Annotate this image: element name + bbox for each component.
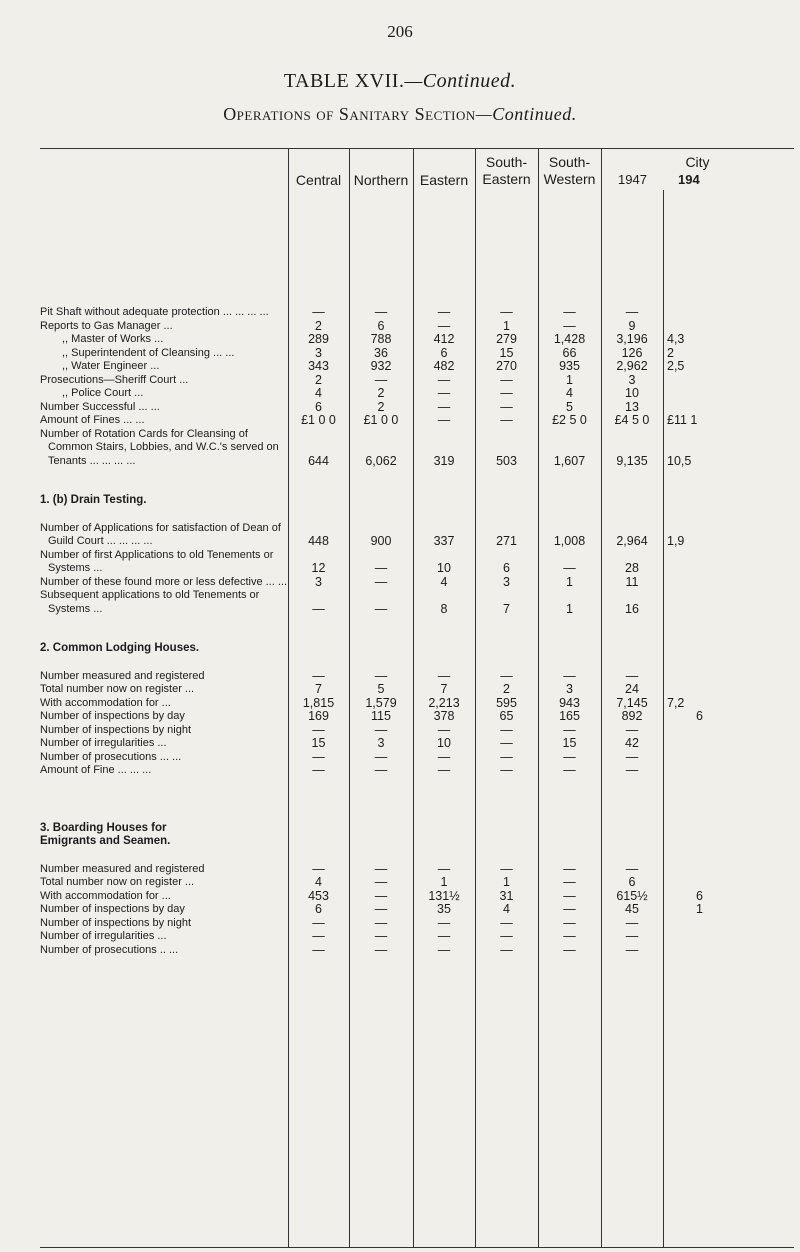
cell-city-1947: — — [625, 668, 639, 683]
cell-eastern: — — [437, 942, 451, 957]
cell-city-1947: 3,196 — [616, 332, 648, 346]
cell-south-western: — — [563, 929, 576, 943]
cell-city-194 — [663, 401, 707, 415]
table-row — [40, 683, 707, 697]
cell-city-194 — [663, 863, 707, 877]
table-row — [40, 387, 707, 401]
cell-south-western: — — [563, 749, 576, 764]
cell-eastern: 1 — [440, 875, 448, 889]
cell-south-eastern: 2 — [503, 682, 510, 696]
row-label: Number of Applications for satisfaction of Dean of Guild Court ... ... ... ... — [40, 521, 281, 547]
cell-central: — — [312, 749, 325, 764]
cell-city-194 — [663, 576, 707, 590]
cell-city-194 — [663, 737, 707, 751]
cell-south-western: 5 — [566, 399, 573, 414]
cell-south-western: — — [563, 763, 576, 777]
cell-central: — — [312, 929, 325, 943]
cell-city-194 — [663, 374, 707, 388]
cell-city-194: 2 — [667, 345, 674, 360]
cell-eastern: 319 — [433, 453, 455, 468]
row-label: With accommodation for ... — [40, 889, 171, 902]
cell-south-eastern: — — [500, 942, 513, 957]
cell-central: 1,815 — [302, 695, 335, 710]
cell-city-1947: — — [625, 929, 639, 943]
cell-south-eastern: — — [500, 413, 513, 427]
row-label: Number of inspections by day — [40, 903, 185, 915]
table-row — [40, 876, 707, 890]
section-title-common-lodging-houses: 2. Common Lodging Houses. — [40, 642, 200, 654]
table-row — [40, 930, 707, 944]
cell-eastern: — — [437, 372, 451, 387]
table-bottom-rule — [40, 1247, 794, 1248]
cell-city-194: 10,5 — [667, 453, 692, 468]
cell-south-eastern: — — [500, 736, 513, 750]
row-label: Subsequent applications to old Tenements or Systems ... — [40, 589, 260, 615]
page-number: 206 — [387, 22, 413, 41]
cell-eastern: — — [437, 399, 451, 414]
section-header — [40, 818, 707, 849]
table-title-main: TABLE XVII. — [283, 70, 405, 92]
table-row — [40, 374, 707, 388]
cell-south-eastern: 271 — [496, 534, 517, 548]
cell-northern: — — [374, 875, 388, 889]
cell-south-eastern: 270 — [496, 359, 517, 373]
cell-eastern: 10 — [437, 736, 451, 750]
row-label: ,, Master of Works ... — [62, 333, 164, 345]
row-label: Reports to Gas Manager ... — [40, 319, 173, 332]
table-frame — [40, 148, 794, 1248]
cell-south-eastern: 4 — [503, 902, 510, 916]
cell-city-1947: 13 — [625, 399, 639, 414]
cell-northern: 1,579 — [365, 695, 397, 710]
cell-northern: £1 0 0 — [363, 413, 399, 427]
cell-central: 453 — [308, 888, 329, 903]
cell-central: £1 0 0 — [301, 413, 336, 427]
cell-central: 4 — [315, 875, 322, 889]
cell-central: — — [312, 722, 325, 737]
cell-eastern: — — [437, 763, 451, 777]
cell-south-western: 3 — [566, 682, 573, 696]
row-label: Number of prosecutions .. ... — [40, 943, 179, 956]
cell-eastern: 2,213 — [428, 695, 460, 710]
cell-city-1947: 10 — [625, 386, 639, 400]
cell-central: 6 — [315, 902, 322, 916]
table-row — [40, 549, 707, 576]
row-label: ,, Superintendent of Cleansing ... ... — [62, 346, 235, 359]
table-row — [40, 710, 707, 724]
cell-central: 644 — [308, 453, 329, 468]
cell-northern: 932 — [370, 359, 392, 373]
cell-south-western: £2 5 0 — [552, 413, 587, 427]
row-label: Number of irregularities ... — [40, 930, 167, 942]
table-row — [40, 428, 707, 469]
table-row — [40, 306, 707, 320]
cell-south-western: — — [563, 942, 576, 957]
cell-south-eastern: 3 — [503, 574, 510, 589]
cell-south-western: — — [563, 861, 576, 876]
cell-south-eastern: — — [500, 386, 513, 400]
cell-city-194 — [663, 387, 707, 401]
cell-city-194 — [663, 764, 707, 778]
cell-northern: — — [374, 372, 388, 387]
table-row — [40, 414, 707, 428]
cell-northern: — — [374, 929, 388, 943]
row-label: Number of these found more or less defective ... ... — [40, 575, 288, 588]
cell-eastern: 482 — [433, 359, 455, 373]
cell-city-194: 7,2 — [667, 695, 685, 710]
row-label: With accommodation for ... — [40, 696, 171, 709]
cell-northern: 788 — [370, 332, 392, 346]
cell-south-eastern: — — [500, 929, 513, 943]
table-row — [40, 724, 707, 738]
cell-eastern: 35 — [437, 902, 451, 916]
cell-south-eastern: — — [500, 861, 513, 876]
cell-eastern: 8 — [440, 601, 448, 616]
cell-central: 15 — [311, 736, 326, 750]
row-label: Number measured and registered — [40, 669, 205, 682]
cell-south-western: 4 — [566, 386, 573, 400]
header-eastern: Eastern — [419, 172, 469, 188]
cell-eastern: 412 — [433, 332, 455, 346]
table-row — [40, 917, 707, 931]
cell-south-eastern: 1 — [503, 318, 510, 333]
cell-city-194 — [663, 917, 707, 931]
cell-central: — — [312, 861, 325, 876]
header-south-western: South- Western — [543, 154, 596, 187]
table-top-rule — [40, 148, 794, 149]
operations-table — [40, 306, 707, 957]
cell-south-western: 935 — [559, 359, 580, 373]
cell-central: 7 — [315, 682, 322, 696]
cell-city-1947: 45 — [625, 902, 639, 916]
cell-northern: 2 — [377, 399, 385, 414]
cell-south-western: — — [563, 888, 576, 903]
cell-south-western: 165 — [559, 709, 580, 723]
cell-city-1947: 7,145 — [616, 695, 648, 710]
cell-central: 448 — [308, 534, 329, 548]
cell-eastern: — — [437, 668, 451, 683]
cell-northern: — — [374, 915, 388, 930]
row-label: ,, Police Court ... — [62, 387, 144, 399]
cell-city-194: £11 1 — [667, 413, 698, 427]
cell-central: — — [312, 601, 325, 616]
row-label: Number of Rotation Cards for Cleansing of Common Stairs, Lobbies, and W.C.'s served on Tenants ... ... ... ... — [40, 427, 279, 467]
cell-city-194 — [663, 724, 707, 738]
table-row — [40, 944, 707, 958]
row-label: Number measured and registered — [40, 862, 205, 875]
cell-south-western: 1 — [566, 372, 573, 387]
cell-northern: 900 — [370, 534, 392, 548]
cell-northern: — — [374, 902, 388, 916]
cell-city-194 — [663, 683, 707, 697]
cell-central: 289 — [308, 332, 329, 346]
cell-south-eastern: 503 — [496, 453, 517, 468]
cell-eastern: — — [437, 413, 451, 427]
cell-city-1947: 2,964 — [616, 534, 648, 548]
row-label: Number of irregularities ... — [40, 737, 167, 749]
section-header — [40, 490, 707, 508]
table-row — [40, 863, 707, 877]
cell-south-eastern: 595 — [496, 695, 517, 710]
cell-northern: — — [374, 722, 388, 737]
cell-city-194 — [663, 306, 707, 320]
row-label: ,, Water Engineer ... — [62, 360, 160, 372]
cell-south-western: 1,008 — [553, 534, 586, 548]
cell-city-194 — [663, 549, 707, 576]
cell-eastern: 4 — [440, 574, 448, 589]
cell-south-western: — — [563, 318, 576, 333]
cell-south-western: — — [563, 561, 576, 575]
cell-northern: 115 — [371, 709, 391, 723]
cell-northern: 5 — [377, 682, 385, 696]
table-row — [40, 764, 707, 778]
cell-northern: — — [374, 888, 388, 903]
cell-city-1947: 9,135 — [616, 453, 648, 468]
cell-city-1947: 2,962 — [616, 359, 648, 373]
cell-city-1947: 892 — [621, 709, 643, 723]
cell-south-western: 1,428 — [553, 332, 586, 346]
cell-city-1947: 11 — [625, 574, 639, 589]
cell-eastern: — — [437, 722, 451, 737]
row-label: Number Successful ... ... — [40, 400, 160, 413]
cell-city-1947: 126 — [621, 345, 643, 360]
cell-northern: 3 — [377, 736, 385, 750]
cell-northern: 6,062 — [365, 453, 397, 468]
cell-central: — — [312, 915, 325, 930]
cell-south-eastern: 1 — [503, 875, 510, 889]
cell-city-1947: 6 — [628, 875, 636, 889]
cell-south-eastern: 65 — [499, 709, 514, 723]
cell-eastern: — — [437, 305, 451, 319]
row-label: Prosecutions—Sheriff Court ... — [40, 373, 189, 386]
table-row — [40, 890, 707, 904]
row-label: Amount of Fine ... ... ... — [40, 764, 152, 776]
cell-eastern: — — [437, 318, 451, 333]
section-title-boarding-houses: 3. Boarding Houses for Emigrants and Seamen. — [40, 821, 171, 847]
cell-city-1947: 16 — [625, 601, 639, 616]
row-label: Pit Shaft without adequate protection ... ... ... ... — [40, 306, 269, 318]
cell-city-194: 4,3 — [667, 332, 685, 346]
cell-city-194 — [663, 930, 707, 944]
cell-city-194 — [663, 944, 707, 958]
header-northern: Northern — [353, 172, 409, 188]
cell-city-194 — [663, 751, 707, 765]
table-row — [40, 697, 707, 711]
cell-city-1947: 615½ — [616, 888, 648, 903]
cell-northern: — — [374, 861, 388, 876]
table-row — [40, 522, 707, 549]
cell-south-western: — — [563, 305, 576, 319]
cell-city-1947: 3 — [628, 372, 636, 387]
cell-northern: — — [374, 561, 388, 575]
cell-eastern: — — [437, 929, 451, 943]
cell-city-1947: — — [625, 305, 639, 319]
cell-south-eastern: — — [500, 915, 513, 930]
row-label: Number of prosecutions ... ... — [40, 750, 182, 763]
cell-northern: — — [374, 749, 388, 764]
cell-northern: 36 — [374, 345, 388, 360]
cell-central: — — [312, 763, 325, 777]
cell-city-1947: 24 — [625, 682, 639, 696]
header-year-1947: 1947 — [618, 172, 647, 187]
cell-city-1947: 9 — [628, 318, 636, 333]
cell-eastern: 10 — [437, 561, 451, 575]
table-row — [40, 737, 707, 751]
cell-south-western: 943 — [559, 695, 580, 710]
table-row — [40, 360, 707, 374]
cell-south-eastern: 6 — [503, 561, 510, 575]
section-title-drain-testing: 1. (b) Drain Testing. — [40, 494, 147, 506]
cell-city-1947: — — [625, 942, 639, 957]
cell-central: 343 — [308, 359, 329, 373]
cell-central: — — [312, 942, 325, 957]
header-central: Central — [295, 172, 342, 188]
table-row — [40, 320, 707, 334]
cell-south-eastern: 7 — [503, 601, 510, 616]
cell-city-194: 6 — [696, 709, 703, 723]
cell-south-western: 66 — [562, 345, 577, 360]
cell-south-eastern: 31 — [499, 888, 514, 903]
cell-city-1947: — — [625, 861, 639, 876]
cell-city-1947: — — [625, 749, 639, 764]
cell-city-1947: £4 5 0 — [614, 413, 650, 427]
header-city: City — [685, 154, 710, 170]
cell-south-eastern: — — [500, 305, 513, 319]
cell-city-1947: — — [625, 722, 639, 737]
table-row — [40, 751, 707, 765]
row-label: Total number now on register ... — [40, 683, 195, 695]
cell-eastern: 6 — [440, 345, 448, 360]
cell-eastern: — — [437, 386, 451, 400]
cell-northern: 2 — [377, 386, 385, 400]
table-title-continued: —Continued. — [404, 70, 517, 92]
cell-central: 2 — [315, 372, 322, 387]
row-label: Number of first Applications to old Tenements or Systems ... — [40, 548, 274, 574]
cell-south-eastern: — — [500, 399, 513, 414]
cell-central: 3 — [315, 574, 322, 589]
table-row — [40, 670, 707, 684]
table-row — [40, 347, 707, 361]
cell-city-1947: 28 — [625, 561, 639, 575]
cell-central: — — [312, 305, 325, 319]
cell-south-western: — — [563, 902, 576, 916]
cell-city-194 — [663, 876, 707, 890]
section-header — [40, 638, 707, 656]
cell-city-194: 1 — [696, 902, 703, 916]
cell-northern: — — [374, 942, 388, 957]
table-row — [40, 903, 707, 917]
cell-south-western: — — [563, 722, 576, 737]
row-label: Number of inspections by night — [40, 916, 192, 929]
cell-eastern: — — [437, 749, 451, 764]
table-row — [40, 589, 707, 616]
cell-northern: — — [374, 601, 388, 616]
cell-northern: — — [374, 305, 388, 319]
row-label: Number of inspections by night — [40, 723, 192, 736]
cell-south-western: — — [563, 668, 576, 683]
cell-eastern: 337 — [433, 534, 455, 548]
cell-south-eastern: — — [500, 668, 513, 683]
cell-south-western: — — [563, 915, 576, 930]
cell-central: 4 — [315, 386, 322, 400]
table-subtitle-main: Operations of Sanitary Section — [223, 104, 476, 124]
cell-central: 6 — [315, 399, 322, 414]
cell-city-1947: — — [625, 763, 639, 777]
cell-south-eastern: 15 — [499, 345, 514, 360]
cell-eastern: 7 — [440, 682, 448, 696]
cell-city-194: 2,5 — [667, 359, 685, 373]
row-label: Amount of Fines ... ... — [40, 414, 145, 426]
cell-northern: — — [374, 763, 388, 777]
table-row — [40, 576, 707, 590]
cell-south-western: — — [563, 875, 576, 889]
cell-eastern: — — [437, 861, 451, 876]
cell-south-eastern: — — [500, 722, 513, 737]
cell-south-eastern: 279 — [496, 332, 517, 346]
cell-city-1947: 42 — [625, 736, 639, 750]
cell-city-194 — [663, 320, 707, 334]
cell-city-194 — [663, 589, 707, 616]
cell-city-1947: — — [625, 915, 639, 930]
table-row — [40, 401, 707, 415]
table-subtitle-continued: —Continued. — [475, 104, 577, 124]
cell-northern: 6 — [377, 318, 385, 333]
cell-central: 2 — [315, 318, 322, 333]
cell-south-eastern: — — [500, 763, 513, 777]
cell-eastern: — — [437, 915, 451, 930]
cell-south-western: 1 — [566, 601, 573, 616]
row-label: Number of inspections by day — [40, 710, 185, 722]
cell-eastern: 378 — [433, 709, 455, 723]
row-label: Total number now on register ... — [40, 876, 195, 888]
cell-south-western: 15 — [562, 736, 577, 750]
table-subtitle — [0, 104, 800, 125]
cell-city-194: 6 — [696, 888, 703, 903]
header-year-194: 194 — [678, 172, 700, 187]
cell-northern: — — [374, 668, 388, 683]
cell-central: 12 — [311, 561, 326, 575]
cell-city-194 — [663, 670, 707, 684]
cell-city-194: 1,9 — [667, 534, 685, 548]
table-title — [0, 70, 800, 93]
cell-south-western: 1 — [566, 574, 573, 589]
header-south-eastern: South- Eastern — [482, 154, 531, 187]
cell-central: — — [312, 668, 325, 683]
cell-northern: — — [374, 574, 388, 589]
cell-south-eastern: — — [500, 749, 513, 764]
cell-eastern: 131½ — [428, 888, 460, 903]
table-row — [40, 333, 707, 347]
cell-central: 169 — [308, 709, 329, 723]
cell-south-western: 1,607 — [553, 453, 586, 468]
cell-central: 3 — [315, 345, 322, 360]
cell-south-eastern: — — [500, 372, 513, 387]
